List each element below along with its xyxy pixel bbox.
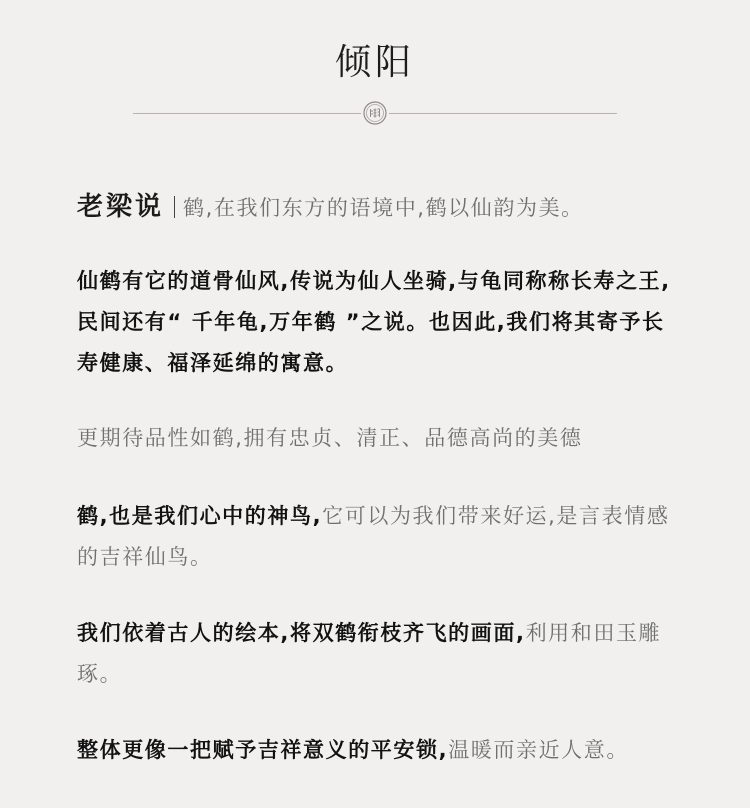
divider-line-right — [389, 113, 617, 114]
page-title: 倾阳 — [334, 42, 415, 83]
divider-line-left — [133, 113, 361, 114]
paragraph-sacred-bird-light: 它可以为我们带来好运,是言表情感的吉祥仙鸟。 — [77, 504, 670, 569]
paragraph-design-bold: 我们依着古人的绘本,将双鹤衔枝齐飞的画面, — [77, 621, 526, 645]
paragraph-lock-light: 温暖而亲近人意。 — [448, 738, 629, 762]
paragraph-lock-bold: 整体更像一把赋予吉祥意义的平安锁, — [77, 738, 449, 762]
paragraph-sacred-bird-bold: 鹤,也是我们心中的神鸟, — [77, 504, 323, 528]
paragraph-virtue: 更期待品性如鹤,拥有忠贞、清正、品德高尚的美德 — [77, 426, 583, 450]
paragraph-legend: 仙鹤有它的道骨仙风,传说为仙人坐骑,与龟同称称长寿之王,民间还有“ 千年龟,万年鹤 ”之说。也因此,我们将其寄予长寿健康、福泽延绵的寓意。 — [77, 269, 671, 375]
author-name: 老梁说 — [77, 192, 165, 222]
intro-separator — [174, 196, 175, 218]
intro-line — [77, 187, 677, 229]
paragraph-design — [77, 613, 677, 695]
paragraph-lock — [77, 730, 677, 771]
seal-emblem-icon — [363, 101, 387, 125]
paragraph-sacred-bird — [77, 496, 677, 578]
intro-text: 鹤,在我们东方的语境中,鹤以仙韵为美。 — [183, 196, 584, 220]
paragraph-design-light: 利用和田玉雕琢。 — [77, 621, 662, 686]
